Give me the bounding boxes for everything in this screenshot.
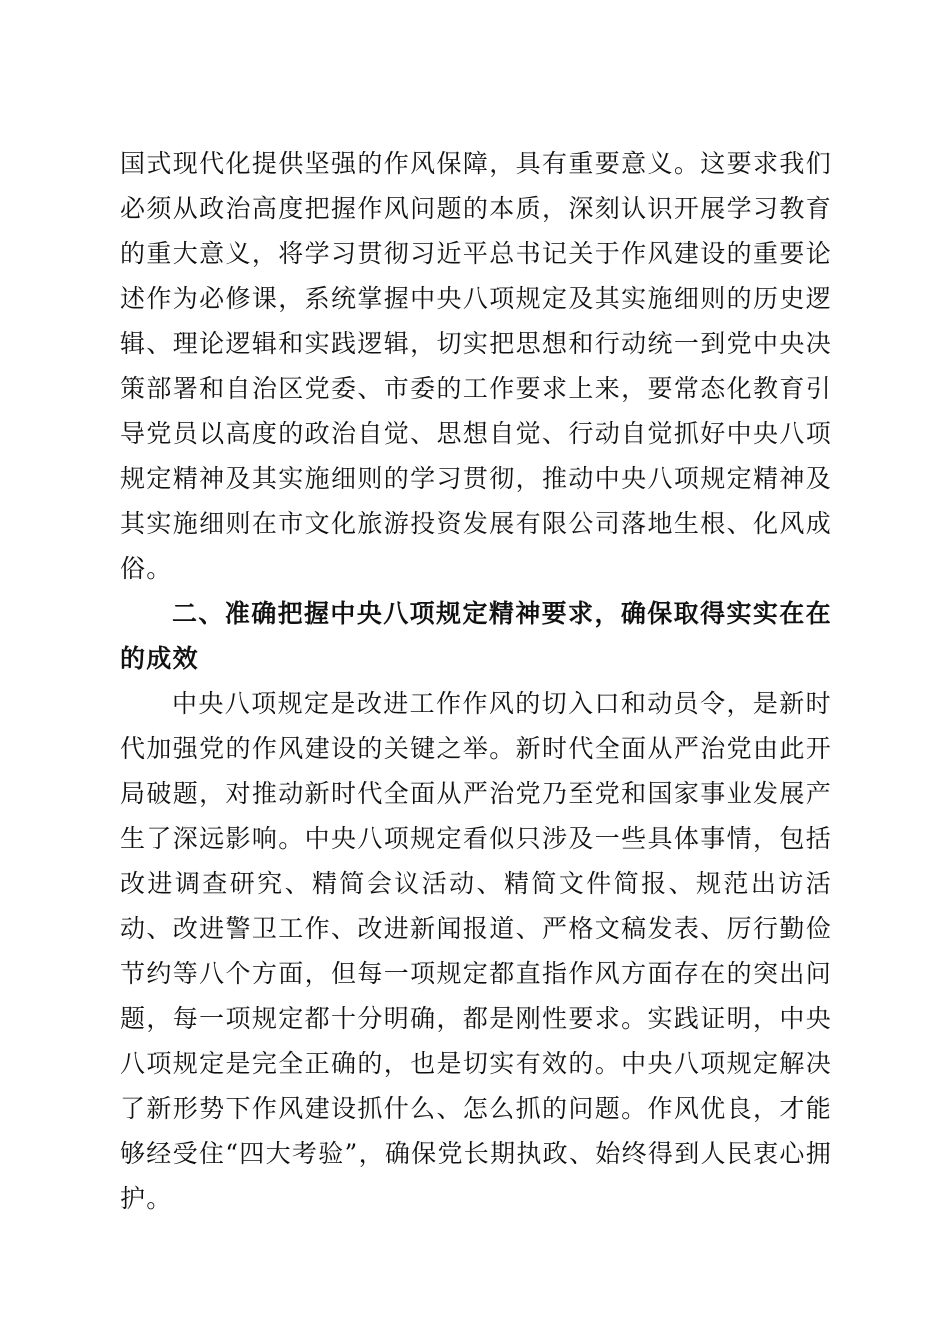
section-heading: 二、准确把握中央八项规定精神要求，确保取得实实在在的成效 [120,599,832,673]
paragraph-continuation: 国式现代化提供坚强的作风保障，具有重要意义。这要求我们必须从政治高度把握作风问题的本质，深刻认识开展学习教育的重大意义，将学习贯彻习近平总书记关于作风建设的重要论述作为必修课，系统掌握中央八项规定及其实施细则的历史逻辑、理论逻辑和实践逻辑，切实把思想和行动统一到党中央决策部署和自治区党委、市委的工作要求上来，要常态化教育引导党员以高度的政治自觉、思想自觉、行动自觉抓好中央八项规定精神及其实施细则的学习贯彻，推动中央八项规定精神及其实施细则在市文化旅游投资发展有限公司落地生根、化风成俗。 [120,149,832,583]
document-body [120,141,832,1221]
paragraph-body: 中央八项规定是改进工作作风的切入口和动员令，是新时代加强党的作风建设的关键之举。新时代全面从严治党由此开局破题，对推动新时代全面从严治党乃至党和国家事业发展产生了深远影响。中央八项规定看似只涉及一些具体事情，包括改进调查研究、精简会议活动、精简文件简报、规范出访活动、改进警卫工作、改进新闻报道、严格文稿发表、厉行勤俭节约等八个方面，但每一项规定都直指作风方面存在的突出问题，每一项规定都十分明确，都是刚性要求。实践证明，中央八项规定是完全正确的，也是切实有效的。中央八项规定解决了新形势下作风建设抓什么、怎么抓的问题。作风优良，才能够经受住“四大考验”，确保党长期执政、始终得到人民衷心拥护。 [120,689,832,1213]
